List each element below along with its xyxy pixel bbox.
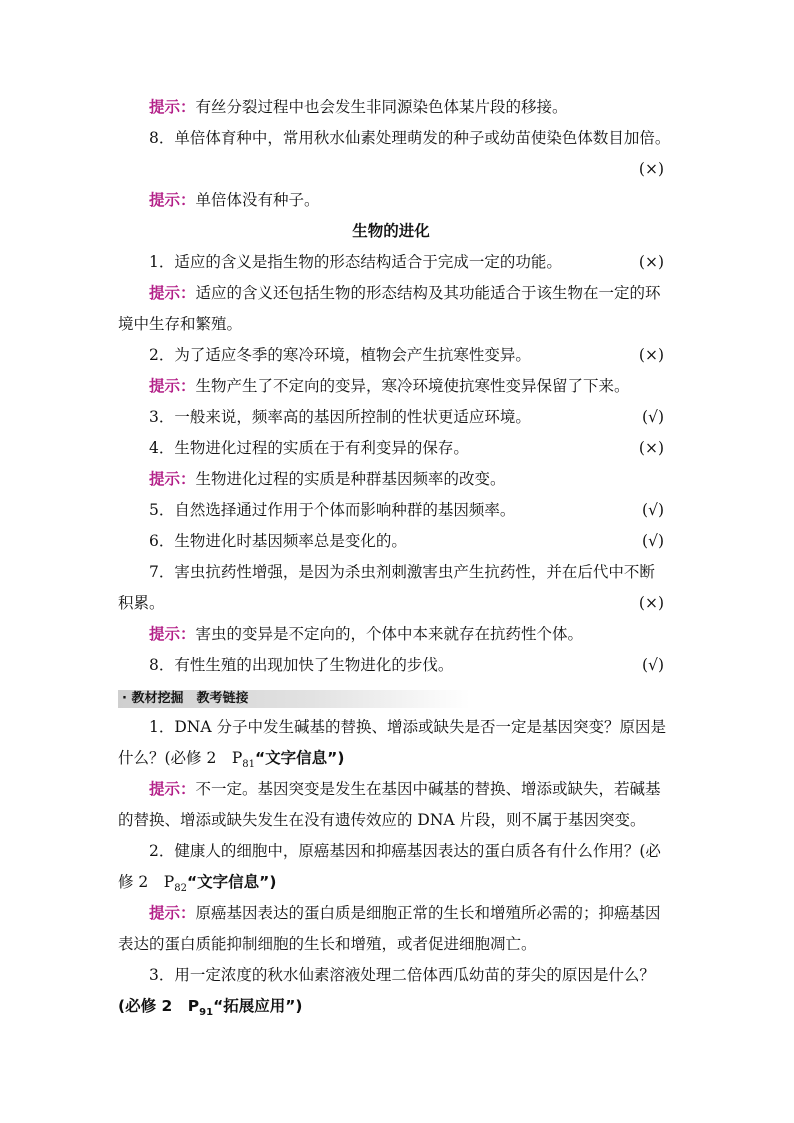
question-text: 7．害虫抗药性增强，是因为杀虫剂刺激害虫产生抗药性，并在后代中不断 (149, 563, 655, 581)
hint-text: 境中生存和繁殖。 (118, 315, 243, 333)
question-text: 什么？(必修 2 P (118, 749, 243, 767)
hint-line (118, 371, 664, 402)
question-text: 修 2 P (118, 873, 175, 891)
question-item (118, 960, 664, 991)
hint-label: 提示： (149, 191, 196, 209)
question-text: 8．单倍体育种中，常用秋水仙素处理萌发的种子或幼苗使染色体数目加倍。 (149, 129, 671, 147)
question-item (118, 340, 664, 371)
answer-mark: (×) (638, 439, 664, 457)
question-continuation (118, 743, 664, 774)
question-text: 3．用一定浓度的秋水仙素溶液处理二倍体西瓜幼苗的芽尖的原因是什么？ (149, 966, 655, 984)
question-item (118, 526, 664, 557)
hint-label: 提示： (149, 904, 196, 922)
section-banner-textbook: · 教材挖掘 教考链接 (118, 690, 470, 708)
question-text: 4．生物进化过程的实质在于有利变异的保存。 (149, 439, 469, 457)
hint-text: 单倍体没有种子。 (195, 191, 320, 209)
source-label: “文字信息”) (255, 749, 345, 767)
question-text: 2．健康人的细胞中，原癌基因和抑癌基因表达的蛋白质各有什么作用？(必 (149, 842, 661, 860)
hint-text: 生物进化过程的实质是种群基因频率的改变。 (195, 470, 506, 488)
answer-mark: (√) (642, 532, 664, 550)
question-text: 2．为了适应冬季的寒冷环境，植物会产生抗寒性变异。 (149, 346, 531, 364)
question-item (118, 495, 664, 526)
hint-text: 原癌基因表达的蛋白质是细胞正常的生长和增殖所必需的；抑癌基因 (195, 904, 661, 922)
page-subscript: 91 (199, 1007, 214, 1019)
question-text: 6．生物进化时基因频率总是变化的。 (149, 532, 407, 550)
question-item (118, 836, 664, 867)
hint-text: 不一定。基因突变是发生在基因中碱基的替换、增添或缺失，若碱基 (195, 780, 661, 798)
hint-continuation (118, 805, 664, 836)
hint-label: 提示： (149, 98, 196, 116)
question-item (118, 402, 664, 433)
hint-label: 提示： (149, 780, 196, 798)
page-subscript: 82 (174, 883, 187, 895)
answer-mark: (×) (638, 594, 664, 612)
question-text: 8．有性生殖的出现加快了生物进化的步伐。 (149, 656, 454, 674)
question-continuation (118, 588, 664, 619)
answer-mark: (√) (642, 501, 664, 519)
hint-text: 表达的蛋白质能抑制细胞的生长和增殖，或者促进细胞凋亡。 (118, 935, 537, 953)
question-text: 5．自然选择通过作用于个体而影响种群的基因频率。 (149, 501, 516, 519)
answer-mark: (×) (638, 253, 664, 271)
hint-line (118, 464, 664, 495)
hint-label: 提示： (149, 470, 196, 488)
question-continuation (118, 991, 664, 1022)
page-subscript: 81 (242, 759, 255, 771)
hint-line (118, 774, 664, 805)
hint-text: 生物产生了不定向的变异，寒冷环境使抗寒性变异保留了下来。 (195, 377, 630, 395)
hint-text: 适应的含义还包括生物的形态结构及其功能适合于该生物在一定的环 (195, 284, 661, 302)
question-text: 积累。 (118, 594, 165, 612)
hint-continuation (118, 309, 664, 340)
question-continuation (118, 867, 664, 898)
hint-text: 害虫的变异是不定向的，个体中本来就存在抗药性个体。 (195, 625, 584, 643)
source-label: “拓展应用”) (213, 997, 303, 1015)
page-content (118, 92, 671, 1022)
answer-mark: (×) (638, 346, 664, 364)
hint-line (118, 185, 664, 216)
hint-text: 有丝分裂过程中也会发生非同源染色体某片段的移接。 (195, 98, 568, 116)
question-text: (必修 2 P (118, 997, 200, 1015)
answer-mark-line (118, 154, 664, 185)
hint-line (118, 619, 664, 650)
source-label: “文字信息”) (186, 873, 277, 891)
section-heading-evolution: 生物的进化 (352, 222, 430, 240)
hint-label: 提示： (149, 625, 196, 643)
question-item (118, 247, 664, 278)
question-text: 3．一般来说，频率高的基因所控制的性状更适应环境。 (149, 408, 531, 426)
hint-continuation (118, 929, 664, 960)
hint-text: 的替换、增添或缺失发生在没有遗传效应的 DNA 片段，则不属于基因突变。 (118, 811, 646, 829)
hint-label: 提示： (149, 284, 196, 302)
answer-mark: (√) (642, 408, 664, 426)
hint-line (118, 92, 664, 123)
question-item (118, 650, 664, 681)
question-item-8 (118, 123, 671, 154)
question-item (118, 557, 664, 588)
answer-mark: (√) (642, 656, 664, 674)
question-text: 1．DNA 分子中发生碱基的替换、增添或缺失是否一定是基因突变？原因是 (149, 718, 666, 736)
question-item (118, 712, 664, 743)
question-item (118, 433, 664, 464)
answer-mark: (×) (638, 160, 664, 178)
hint-line (118, 278, 664, 309)
hint-label: 提示： (149, 377, 196, 395)
question-text: 1．适应的含义是指生物的形态结构适合于完成一定的功能。 (149, 253, 562, 271)
hint-line (118, 898, 664, 929)
